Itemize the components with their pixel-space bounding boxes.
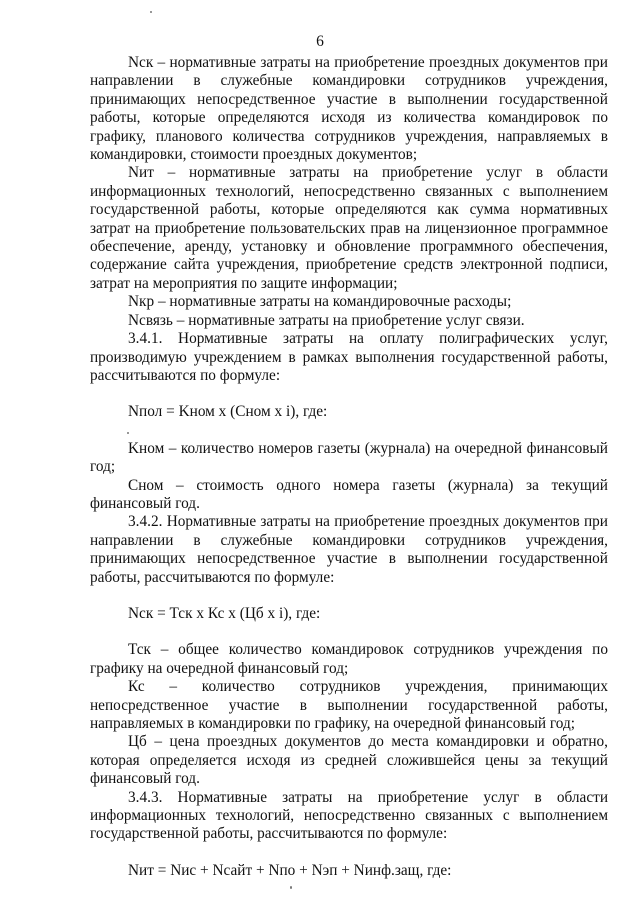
scan-speck [127,432,129,434]
definition-nsk: Nск – нормативные затраты на приобретение проездных документов при направлении в служебные командировки сотрудников учреждения, принимающих непосредственное участие в выполнении государственной работы, которые определяются исходя из количества командировок по графику, планового количества сотрудников учреждения, направляемых в командировки, стоимости проездных документов; [90,54,608,164]
formula-nsk: Nск = Тск х Кс х (Цб х i), где: [128,604,321,622]
scan-speck [290,886,292,889]
definition-nkr: Nкр – нормативные затраты на командировочные расходы; [128,293,512,311]
scan-speck [150,11,152,13]
section-3-4-2: 3.4.2. Нормативные затраты на приобретение проездных документов при направлении в служебные командировки сотрудников учреждения, принимающих непосредственное участие в выполнении государственной работы, рассчитываются по формуле: [90,513,608,586]
definition-nit: Nит – нормативные затраты на приобретение услуг в области информационных технологий, непосредственно связанных с выполнением государственной работы, которые определяются как сумма нормативных затрат на приобретение пользовательских прав на лицензионное программное обеспечение, аренду, установку и обновление программного обеспечения, содержание сайта учреждения, приобретение средств электронной подписи, затрат на мероприятия по защите информации; [90,164,608,292]
definition-knom: Kном – количество номеров газеты (журнала) на очередной финансовый год; [90,439,608,476]
definition-snom: Сном – стоимость одного номера газеты (журнала) за текущий финансовый год. [90,476,608,512]
definition-tsk: Тск – общее количество командировок сотрудников учреждения по графику на очередной финансовый год; [90,641,608,677]
formula-nit: Nит = Nис + Nсайт + Nпо + Nэп + Nинф.защ, где: [128,861,452,879]
formula-npol: Nпол = Kном х (Сном х i), где: [128,403,328,421]
document-body [90,54,608,880]
section-3-4-1: 3.4.1. Нормативные затраты на оплату полиграфических услуг, производимую учреждением в рамках выполнения государственной работы, рассчитываются по формуле: [90,330,608,384]
page-number: 6 [316,33,324,50]
section-3-4-3: 3.4.3. Нормативные затраты на приобретение услуг в области информационных технологий, непосредственно связанных с выполнением государственной работы, рассчитываются по формуле: [90,788,608,843]
definition-tsb: Цб – цена проездных документов до места командировки и обратно, которая определяется исходя из средней сложившейся цены за текущий финансовый год. [90,733,608,788]
definition-nsvyaz: Nсвязь – нормативные затраты на приобретение услуг связи. [128,311,525,329]
definition-ks: Кс – количество сотрудников учреждения, принимающих непосредственное участие в выполнении государственной работы, направляемых в командировки по графику, на очередной финансовый год; [90,678,608,732]
